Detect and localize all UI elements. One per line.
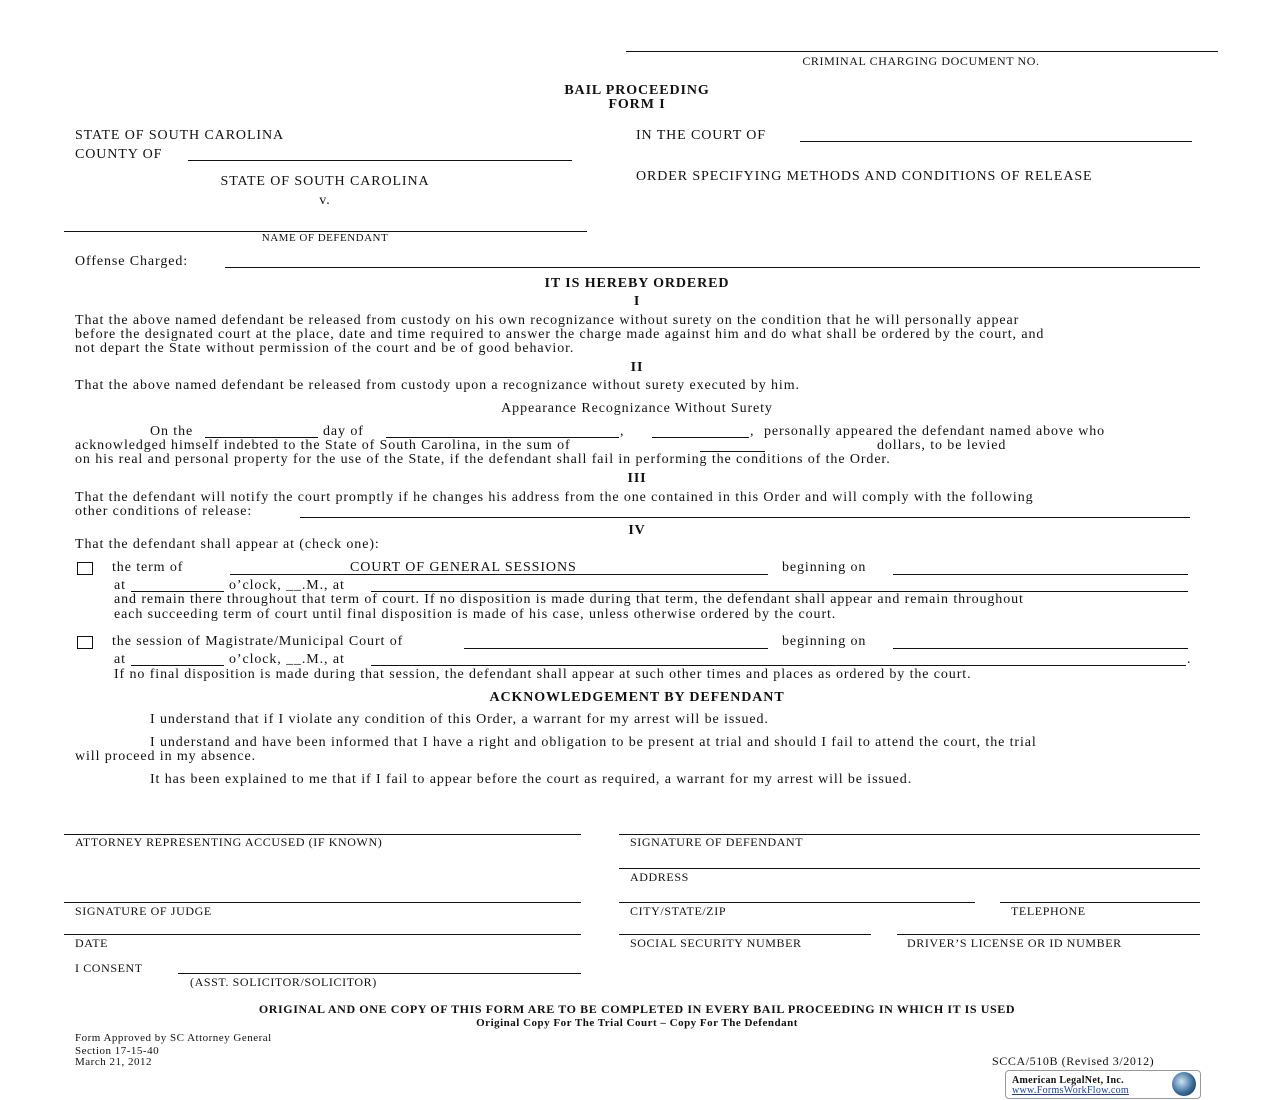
ack-heading: ACKNOWLEDGEMENT BY DEFENDANT <box>489 690 785 705</box>
approval-date: March 21, 2012 <box>75 1056 152 1068</box>
county-field[interactable] <box>188 160 572 161</box>
day-of-label: day of <box>323 424 364 439</box>
doc-number-label: CRIMINAL CHARGING DOCUMENT NO. <box>802 54 1040 68</box>
session-court-field[interactable] <box>464 648 768 649</box>
session-time-field[interactable] <box>131 665 224 666</box>
levy-text: on his real and personal property for the use of the State, if the defendant shall fail in performing the conditions of the Order. <box>75 452 891 467</box>
section-iv-number: IV <box>628 523 646 538</box>
telephone-field[interactable] <box>1000 902 1200 903</box>
section-i-text: before the designated court at the place, date and time required to answer the charge made against him and do what shall be ordered by the court, and <box>75 327 1045 342</box>
term-oclock-label: o’clock, __.M., at <box>229 578 345 593</box>
session-text: If no final disposition is made during that session, the defendant shall appear at such other times and places as ordered by the court. <box>114 667 972 682</box>
acknowledged-text: acknowledged himself indebted to the State of South Carolina, in the sum of <box>75 438 571 453</box>
section-ii-number: II <box>630 360 644 375</box>
section-i-text: That the above named defendant be released from custody on his own recognizance without surety on the condition that he will personally appear <box>75 313 1020 328</box>
footer-notice: ORIGINAL AND ONE COPY OF THIS FORM ARE TO BE COMPLETED IN EVERY BAIL PROCEEDING IN WHICH IT IS USED <box>258 1002 1016 1016</box>
solicitor-label: (ASST. SOLICITOR/SOLICITOR) <box>190 975 377 989</box>
term-beginning-field[interactable] <box>893 574 1188 575</box>
term-text: and remain there throughout that term of court. If no disposition is made during that term, the defendant shall appear and remain throughout <box>114 592 1024 607</box>
footer-copies: Original Copy For The Trial Court – Copy For The Defendant <box>476 1017 798 1029</box>
solicitor-signature-field[interactable] <box>178 973 581 974</box>
session-checkbox[interactable] <box>77 636 93 649</box>
term-court-value: COURT OF GENERAL SESSIONS <box>350 560 577 575</box>
court-field[interactable] <box>800 141 1192 142</box>
section-iv-intro: That the defendant shall appear at (check one): <box>75 537 380 552</box>
doc-number-line[interactable] <box>626 51 1218 52</box>
state-label: STATE OF SOUTH CAROLINA <box>75 128 284 143</box>
ack-paragraph: It has been explained to me that if I fail to appear before the court as required, a warrant for my arrest will be issued. <box>150 772 913 787</box>
year-field[interactable] <box>652 437 749 438</box>
section-text: Section 17-15-40 <box>75 1045 160 1057</box>
license-field[interactable] <box>897 934 1200 935</box>
telephone-label: TELEPHONE <box>1011 904 1086 918</box>
offense-field[interactable] <box>225 267 1200 268</box>
plaintiff: STATE OF SOUTH CAROLINA <box>220 174 430 189</box>
session-at-label: at <box>114 652 126 667</box>
defendant-signature-label: SIGNATURE OF DEFENDANT <box>630 835 804 849</box>
logo-url[interactable]: www.FormsWorkFlow.com <box>1012 1085 1129 1096</box>
session-label: the session of Magistrate/Municipal Court of <box>112 634 404 649</box>
term-label: the term of <box>112 560 184 575</box>
defendant-name-label: NAME OF DEFENDANT <box>261 232 389 244</box>
form-subtitle: FORM I <box>608 97 666 112</box>
ack-paragraph: I understand and have been informed that I have a right and obligation to be present at trial and should I fail to attend the court, the trial <box>150 735 1037 750</box>
ssn-field[interactable] <box>619 934 871 935</box>
section-i-number: I <box>633 294 641 309</box>
city-field[interactable] <box>619 902 975 903</box>
ssn-label: SOCIAL SECURITY NUMBER <box>630 936 802 950</box>
date-label: DATE <box>75 936 109 950</box>
section-iii-text: other conditions of release: <box>75 504 253 519</box>
ack-paragraph: will proceed in my absence. <box>75 749 256 764</box>
offense-label: Offense Charged: <box>75 254 189 269</box>
ack-paragraph: I understand that if I violate any condition of this Order, a warrant for my arrest will be issued. <box>150 712 769 727</box>
session-beginning-field[interactable] <box>893 648 1188 649</box>
court-label: IN THE COURT OF <box>636 128 766 143</box>
order-title: ORDER SPECIFYING METHODS AND CONDITIONS OF RELEASE <box>636 169 1093 184</box>
order-heading: IT IS HEREBY ORDERED <box>544 276 730 291</box>
section-i-text: not depart the State without permission of the court and be of good behavior. <box>75 341 575 356</box>
judge-signature-field[interactable] <box>64 902 581 903</box>
on-the-label: On the <box>150 424 194 439</box>
section-ii-subheading: Appearance Recognizance Without Surety <box>501 401 773 416</box>
session-place-field[interactable] <box>371 665 1186 666</box>
globe-icon <box>1172 1072 1196 1096</box>
form-number: SCCA/510B (Revised 3/2012) <box>992 1054 1155 1068</box>
term-beginning-label: beginning on <box>782 560 867 575</box>
appeared-text: personally appeared the defendant named above who <box>764 424 1106 439</box>
date-field[interactable] <box>64 934 581 935</box>
logo-name: American LegalNet, Inc. <box>1012 1075 1124 1086</box>
attorney-label: ATTORNEY REPRESENTING ACCUSED (IF KNOWN) <box>75 835 383 849</box>
judge-signature-label: SIGNATURE OF JUDGE <box>75 904 212 918</box>
session-oclock-label: o’clock, __.M., at <box>229 652 345 667</box>
other-conditions-field[interactable] <box>300 517 1190 518</box>
term-text: each succeeding term of court until final disposition is made of his case, unless otherwise ordered by the court. <box>114 607 837 622</box>
versus: v. <box>319 193 331 208</box>
form-title: BAIL PROCEEDING <box>564 83 710 98</box>
address-label: ADDRESS <box>630 870 689 884</box>
section-iii-text: That the defendant will notify the court promptly if he changes his address from the one contained in this Order and will comply with the following <box>75 490 1034 505</box>
approval-text: Form Approved by SC Attorney General <box>75 1032 272 1044</box>
consent-label: I CONSENT <box>75 961 143 975</box>
county-label: COUNTY OF <box>75 147 163 162</box>
term-checkbox[interactable] <box>77 562 93 575</box>
city-label: CITY/STATE/ZIP <box>630 904 727 918</box>
term-at-label: at <box>114 578 126 593</box>
period: . <box>1187 652 1192 667</box>
section-ii-text: That the above named defendant be released from custody upon a recognizance without surety executed by him. <box>75 378 800 393</box>
address-field[interactable] <box>619 868 1200 869</box>
dollars-text: dollars, to be levied <box>877 438 1007 453</box>
legalnet-logo[interactable] <box>1005 1070 1201 1099</box>
license-label: DRIVER’S LICENSE OR ID NUMBER <box>907 936 1122 950</box>
session-beginning-label: beginning on <box>782 634 867 649</box>
section-iii-number: III <box>627 471 647 486</box>
